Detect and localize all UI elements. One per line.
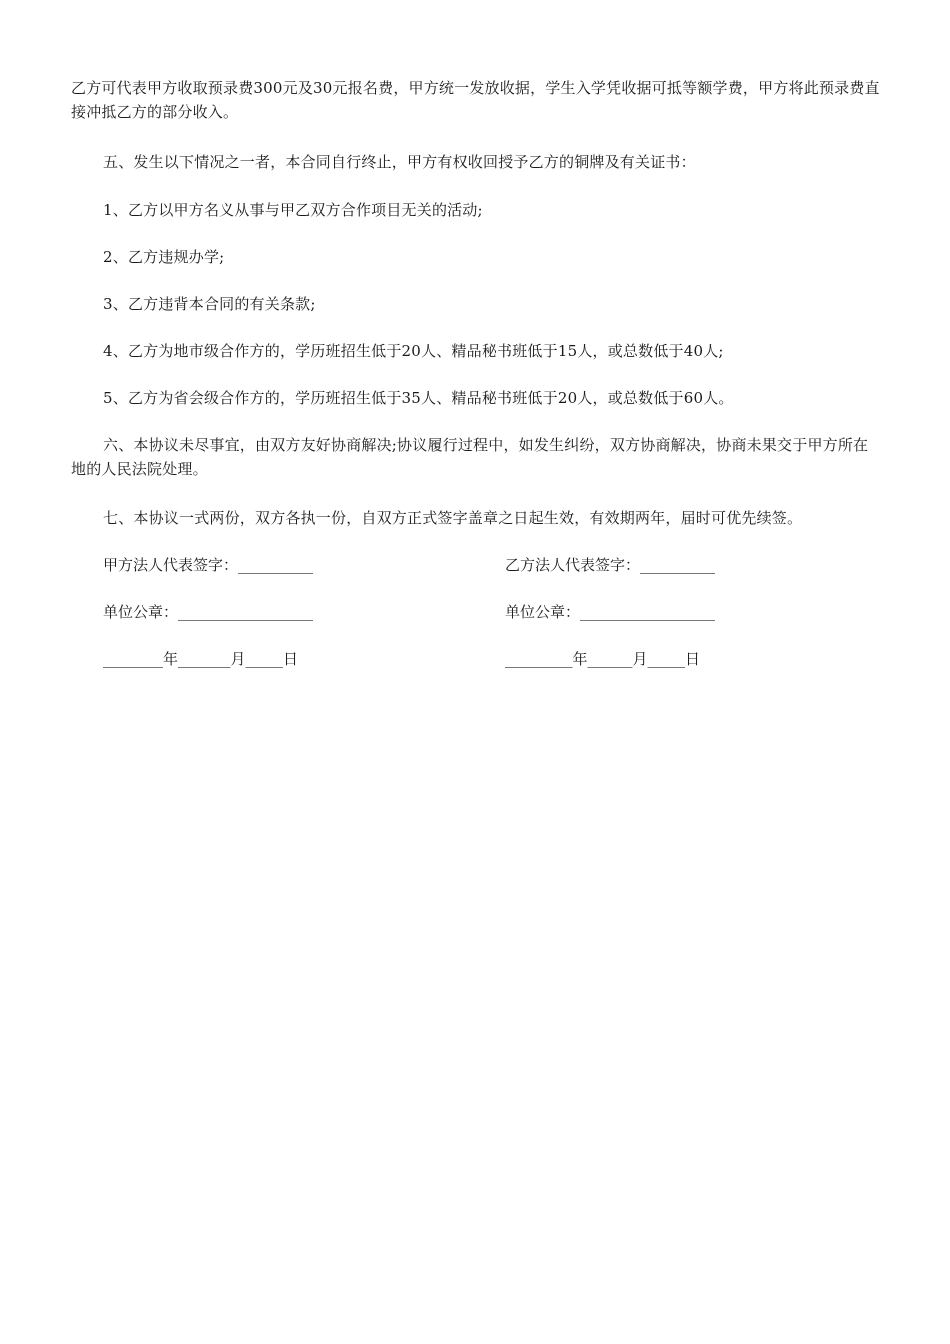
paragraph-termination-item-4: 4、乙方为地市级合作方的，学历班招生低于20人、精品秘书班低于15人，或总数低于40人; [103,342,724,360]
party-b-seal: 单位公章：__________________ [505,603,716,621]
paragraph-validity-clause: 七、本协议一式两份，双方各执一份，自双方正式签字盖章之日起生效，有效期两年，届时可优先续签。 [103,509,803,527]
paragraph-termination-item-5: 5、乙方为省会级合作方的，学历班招生低于35人、精品秘书班低于20人，或总数低于60人。 [103,389,734,407]
party-a-date: ________年_______月_____日 [103,650,299,668]
paragraph-termination-item-3: 3、乙方违背本合同的有关条款; [103,295,316,313]
paragraph-termination-item-1: 1、乙方以甲方名义从事与甲乙双方合作项目无关的活动; [103,201,483,219]
party-a-representative-signature: 甲方法人代表签字：__________ [103,556,314,574]
party-b-date: _________年______月_____日 [505,650,701,668]
party-b-representative-signature: 乙方法人代表签字：__________ [505,556,716,574]
paragraph-fee-clause: 乙方可代表甲方收取预录费300元及30元报名费，甲方统一发放收据，学生入学凭收据可抵等额学费，甲方将此预录费直接冲抵乙方的部分收入。 [71,79,880,121]
party-a-seal: 单位公章：__________________ [103,603,314,621]
paragraph-dispute-clause: 六、本协议未尽事宜，由双方友好协商解决;协议履行过程中，如发生纠纷，双方协商解决，协商未果交于甲方所在地的人民法院处理。 [71,436,869,478]
paragraph-termination-item-2: 2、乙方违规办学; [103,248,225,266]
paragraph-termination-heading: 五、发生以下情况之一者，本合同自行终止，甲方有权收回授予乙方的铜牌及有关证书： [103,153,696,171]
